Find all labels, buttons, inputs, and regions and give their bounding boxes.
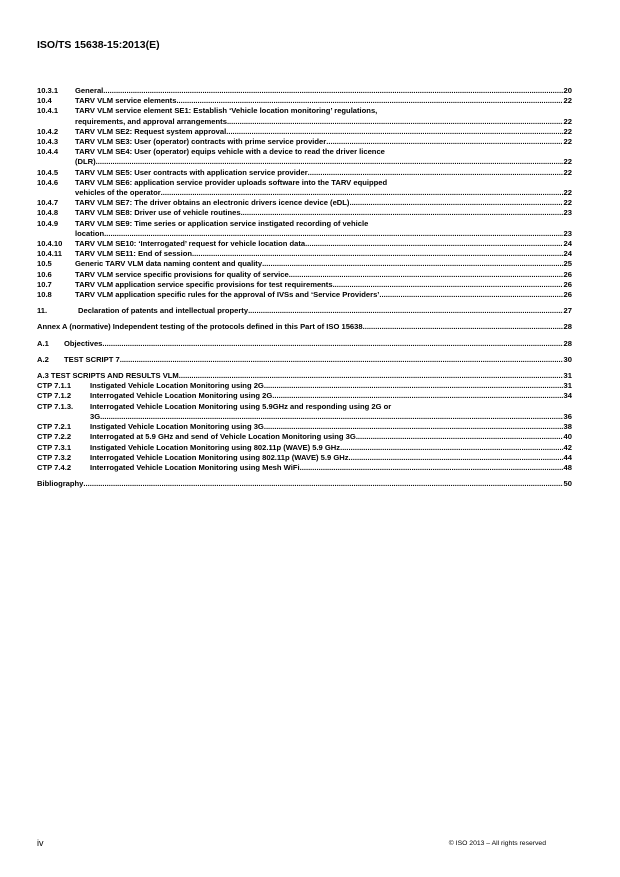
toc-entry[interactable] (37, 479, 572, 489)
toc-page-number: 31 (563, 371, 572, 381)
toc-page-number: 24 (563, 239, 572, 249)
toc-entry-number: A.1 (37, 338, 49, 348)
toc-entry[interactable] (37, 306, 572, 316)
toc-dot-leader (104, 229, 562, 239)
toc-entry[interactable] (37, 178, 572, 198)
toc-entry-number: A.2 (37, 354, 49, 364)
toc-entry-number: 10.4.9 (37, 218, 59, 228)
page-number: iv (37, 838, 44, 848)
toc-entry-title: TARV VLM SE9: Time series or application service instigated recording of vehicle (75, 218, 369, 228)
toc-dot-leader (100, 412, 562, 422)
toc-entry-title: vehicles of the operator (75, 188, 161, 198)
toc-entry-title: TARV VLM application service specific provisions for test requirements (75, 279, 333, 289)
toc-page-number: 28 (563, 322, 572, 332)
toc-entry[interactable] (37, 219, 572, 239)
toc-entry-number: CTP 7.2.1 (37, 422, 72, 432)
toc-entry[interactable] (37, 432, 572, 442)
toc-entry[interactable] (37, 86, 572, 96)
toc-entry[interactable] (37, 147, 572, 167)
toc-page-number: 26 (563, 269, 572, 279)
toc-entry[interactable] (37, 355, 572, 365)
toc-entry-title: TARV VLM SE6: application service provider uploads software into the TARV equipped (75, 177, 388, 187)
toc-dot-leader (305, 239, 562, 249)
toc-entry-title: TARV VLM SE2: Request system approval (75, 126, 227, 136)
toc-page-number: 22 (563, 167, 572, 177)
toc-dot-leader (241, 208, 563, 218)
toc-entry-number: 10.4.4 (37, 147, 59, 157)
toc-dot-leader (349, 198, 562, 208)
toc-page-number: 36 (563, 411, 572, 421)
toc-entry-number: 10.5 (37, 259, 52, 269)
toc-dot-leader (308, 168, 563, 178)
toc-entry-number: CTP 7.1.2 (37, 391, 72, 401)
toc-entry[interactable] (37, 463, 572, 473)
toc-entry-number: 10.4.2 (37, 126, 59, 136)
toc-entry-number: 10.4.11 (37, 249, 62, 259)
toc-entry-title: (DLR) (75, 157, 96, 167)
toc-entry-title: requirements, and approval arrangements (75, 116, 227, 126)
toc-dot-leader (227, 117, 563, 127)
toc-entry-number: CTP 7.3.2 (37, 452, 72, 462)
toc-page-number: 28 (563, 338, 572, 348)
toc-entry[interactable] (37, 249, 572, 259)
toc-entry[interactable] (37, 339, 572, 349)
toc-entry-title: A.3 TEST SCRIPTS AND RESULTS VLM (37, 371, 179, 381)
toc-entry-number: 10.8 (37, 290, 52, 300)
toc-entry-title: Instigated Vehicle Location Monitoring using 802.11p (WAVE) 5.9 GHz (90, 442, 341, 452)
toc-entry-title: TARV VLM SE4: User (operator) equips vehicle with a device to read the driver licence (75, 147, 385, 157)
toc-dot-leader (176, 96, 562, 106)
toc-page-number: 25 (563, 259, 572, 269)
toc-page-number: 22 (563, 198, 572, 208)
toc-dot-leader (349, 453, 563, 463)
toc-dot-leader (326, 137, 562, 147)
toc-entry-number: 10.4.5 (37, 167, 59, 177)
toc-entry-title: TARV VLM SE5: User contracts with application service provider (75, 167, 308, 177)
toc-dot-leader (333, 280, 563, 290)
toc-entry-title: Instigated Vehicle Location Monitoring using 3G (90, 422, 264, 432)
toc-entry[interactable] (37, 259, 572, 269)
toc-entry[interactable] (37, 198, 572, 208)
toc-page-number: 42 (563, 442, 572, 452)
toc-entry[interactable] (37, 443, 572, 453)
copyright-notice: © ISO 2013 – All rights reserved (448, 840, 546, 847)
toc-entry[interactable] (37, 168, 572, 178)
toc-dot-leader (192, 249, 563, 259)
toc-dot-leader (363, 322, 563, 332)
toc-entry-title: TARV VLM SE8: Driver use of vehicle routines (75, 208, 241, 218)
toc-entry-title: Interrogated Vehicle Location Monitoring using 2G (90, 391, 273, 401)
toc-entry-title: TARV VLM SE3: User (operator) contracts with prime service provider (75, 137, 327, 147)
toc-page-number: 34 (563, 391, 572, 401)
toc-page-number: 22 (563, 126, 572, 136)
toc-entry-number: 10.4.7 (37, 198, 59, 208)
toc-page-number: 40 (563, 432, 572, 442)
toc-page-number: 22 (563, 96, 572, 106)
toc-dot-leader (161, 188, 563, 198)
toc-page-number: 23 (563, 208, 572, 218)
toc-entry[interactable] (37, 106, 572, 126)
toc-entry-title: Interrogated Vehicle Location Monitoring using 5.9GHz and responding using 2G or (90, 401, 392, 411)
toc-page-number: 22 (563, 188, 572, 198)
toc-entry-title: Interrogated at 5.9 GHz and send of Vehicle Location Monitoring using 3G (90, 432, 356, 442)
toc-entry-title: Declaration of patents and intellectual property (78, 306, 249, 316)
toc-entry-title: TARV VLM SE7: The driver obtains an electronic drivers icence device (eDL) (75, 198, 350, 208)
toc-entry-number: CTP 7.2.2 (37, 432, 72, 442)
toc-entry[interactable] (37, 137, 572, 147)
toc-entry-title: Interrogated Vehicle Location Monitoring using 802.11p (WAVE) 5.9 GHz (90, 452, 349, 462)
toc-entry[interactable] (37, 239, 572, 249)
toc-dot-leader (272, 391, 562, 401)
toc-entry-number: 10.3.1 (37, 86, 59, 95)
toc-page-number: 22 (563, 116, 572, 126)
toc-page-number: 20 (563, 86, 572, 95)
toc-dot-leader (289, 270, 563, 280)
toc-entry-number: 10.4 (37, 96, 52, 106)
toc-page-number: 27 (563, 306, 572, 316)
toc-entry-title: Bibliography (37, 479, 84, 489)
toc-dot-leader (264, 422, 563, 432)
toc-entry-title: TARV VLM service element SE1: Establish ‘Vehicle location monitoring’ regulations, (75, 106, 378, 116)
toc-entry-number: 10.6 (37, 269, 52, 279)
toc-entry-title: Generic TARV VLM data naming content and quality (75, 259, 263, 269)
toc-page-number: 22 (563, 157, 572, 167)
toc-entry[interactable] (37, 127, 572, 137)
toc-dot-leader (179, 371, 563, 381)
toc-entry-title: 3G (90, 411, 101, 421)
toc-page-number: 50 (563, 479, 572, 489)
toc-entry-number: 10.4.10 (37, 239, 63, 249)
toc-dot-leader (340, 443, 562, 453)
toc-page-number: 26 (563, 290, 572, 300)
toc-dot-leader (102, 339, 562, 349)
toc-dot-leader (83, 479, 562, 489)
toc-entry[interactable] (37, 270, 572, 280)
toc-entry-title: TEST SCRIPT 7 (64, 354, 120, 364)
toc-entry-number: 10.7 (37, 279, 52, 289)
toc-entry-number: CTP 7.4.2 (37, 462, 72, 472)
toc-page-number: 44 (563, 452, 572, 462)
toc-page-number: 30 (563, 354, 572, 364)
toc-entry[interactable] (37, 453, 572, 463)
toc-entry-number: CTP 7.1.1 (37, 381, 72, 391)
toc-entry-number: 10.4.3 (37, 137, 59, 147)
toc-page-number: 22 (563, 137, 572, 147)
toc-entry-title: TARV VLM application specific rules for the approval of IVSs and ‘Service Providers’ (75, 290, 380, 300)
toc-dot-leader (356, 432, 563, 442)
toc-page-number: 38 (563, 422, 572, 432)
toc-entry[interactable] (37, 280, 572, 290)
toc-entry-title: TARV VLM SE10: ‘Interrogated’ request for vehicle location data (75, 239, 306, 249)
toc-entry-title: Annex A (normative) Independent testing of the protocols defined in this Part of ISO 15638 (37, 322, 363, 332)
toc-dot-leader (264, 381, 563, 391)
toc-entry[interactable] (37, 391, 572, 401)
toc-entry-number: 10.4.1 (37, 106, 59, 116)
toc-dot-leader (103, 86, 562, 96)
table-of-contents (37, 86, 572, 489)
toc-entry[interactable] (37, 402, 572, 422)
toc-entry-title: Objectives (64, 338, 103, 348)
toc-entry[interactable] (37, 208, 572, 218)
toc-entry-title: TARV VLM SE11: End of session (75, 249, 193, 259)
toc-dot-leader (379, 290, 562, 300)
toc-page-number: 26 (563, 279, 572, 289)
toc-entry[interactable] (37, 322, 572, 332)
toc-entry-title: TARV VLM service elements (75, 96, 177, 106)
toc-page-number: 48 (563, 462, 572, 472)
toc-dot-leader (248, 306, 562, 316)
toc-entry[interactable] (37, 381, 572, 391)
toc-dot-leader (262, 259, 562, 269)
toc-entry[interactable] (37, 422, 572, 432)
toc-entry-number: CTP 7.3.1 (37, 442, 72, 452)
toc-entry-title: TARV VLM service specific provisions for quality of service (75, 269, 289, 279)
toc-entry-title: Interrogated Vehicle Location Monitoring using Mesh WiFi (90, 462, 300, 472)
toc-entry-title: General (75, 86, 104, 95)
toc-entry-title: Instigated Vehicle Location Monitoring using 2G (90, 381, 264, 391)
toc-dot-leader (96, 157, 563, 167)
toc-entry[interactable] (37, 371, 572, 381)
toc-dot-leader (120, 355, 563, 365)
toc-page-number: 23 (563, 228, 572, 238)
document-header: ISO/TS 15638-15:2013(E) (37, 39, 160, 51)
toc-entry[interactable] (37, 96, 572, 106)
toc-dot-leader (226, 127, 562, 137)
toc-page-number: 24 (563, 249, 572, 259)
toc-entry-number: 10.4.8 (37, 208, 59, 218)
toc-entry-number: CTP 7.1.3. (37, 401, 74, 411)
toc-entry-number: 11. (37, 306, 48, 316)
toc-page-number: 31 (563, 381, 572, 391)
toc-entry-title: location (75, 228, 105, 238)
toc-dot-leader (300, 463, 563, 473)
toc-entry[interactable] (37, 290, 572, 300)
toc-entry-number: 10.4.6 (37, 177, 59, 187)
